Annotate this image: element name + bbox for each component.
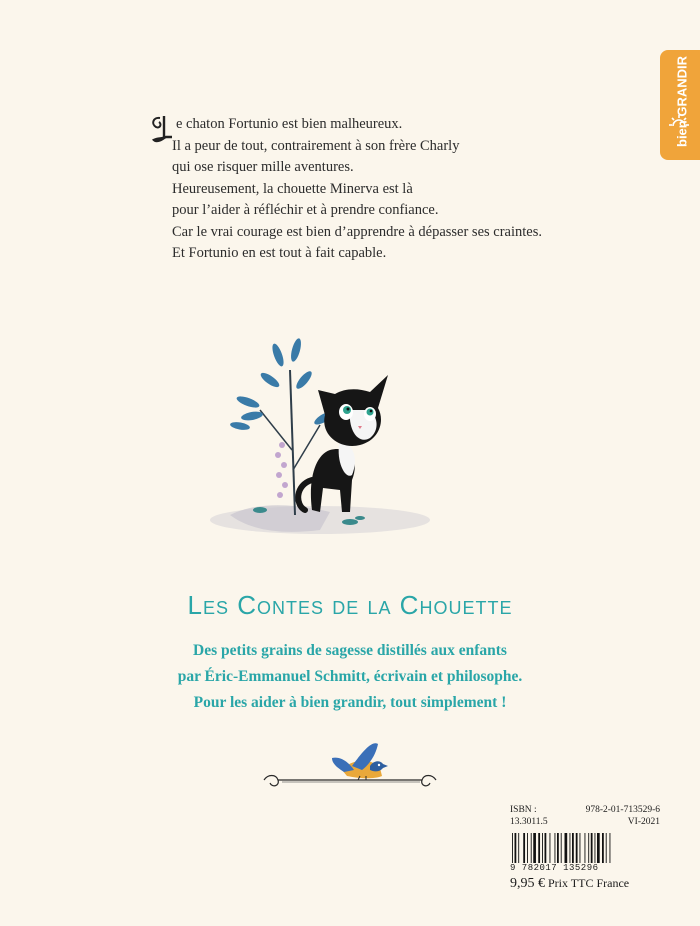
isbn-value: 978-2-01-713529-6 — [585, 805, 660, 815]
series-tagline — [0, 638, 700, 716]
intro-line: Car le vrai courage est bien d’apprendre à dépasser ses craintes. — [172, 223, 542, 240]
intro-line: e chaton Fortunio est bien malheureux. — [176, 116, 403, 132]
edition-code: VI-2021 — [627, 817, 660, 827]
bird-ornament — [262, 738, 438, 798]
barcode-block — [510, 805, 660, 895]
brand-badge-text: bien GRANDIR — [674, 56, 690, 147]
price-note: Prix TTC France — [548, 876, 630, 890]
dropcap-ornament — [150, 114, 176, 144]
tagline-line: Des petits grains de sagesse distillés aux enfants — [193, 642, 507, 659]
ref-row — [510, 817, 660, 827]
intro-line: Heureusement, la chouette Minerva est là — [172, 180, 413, 197]
intro-line: qui ose risquer mille aventures. — [172, 159, 354, 175]
intro-line: pour l’aider à réfléchir et à prendre confiance. — [172, 202, 439, 218]
ref-code: 13.3011.5 — [510, 817, 548, 827]
price-amount: 9,95 € — [510, 876, 545, 891]
intro-line: Et Fortunio en est tout à fait capable. — [172, 245, 387, 261]
tagline-line: par Éric-Emmanuel Schmitt, écrivain et philosophe. — [177, 668, 523, 685]
isbn-label: ISBN : — [510, 805, 537, 815]
price — [510, 876, 629, 892]
brand-badge — [660, 50, 700, 160]
isbn-row — [510, 805, 660, 815]
intro-paragraph — [150, 114, 590, 265]
tagline-line: Pour les aider à bien grandir, tout simplement ! — [193, 694, 507, 711]
barcode-digits: 9 782017 135296 — [510, 863, 650, 873]
intro-line: Il a peur de tout, contrairement à son frère Charly — [172, 137, 460, 154]
series-title: Les Contes de la Chouette — [187, 590, 513, 620]
kitten-illustration — [200, 330, 440, 560]
